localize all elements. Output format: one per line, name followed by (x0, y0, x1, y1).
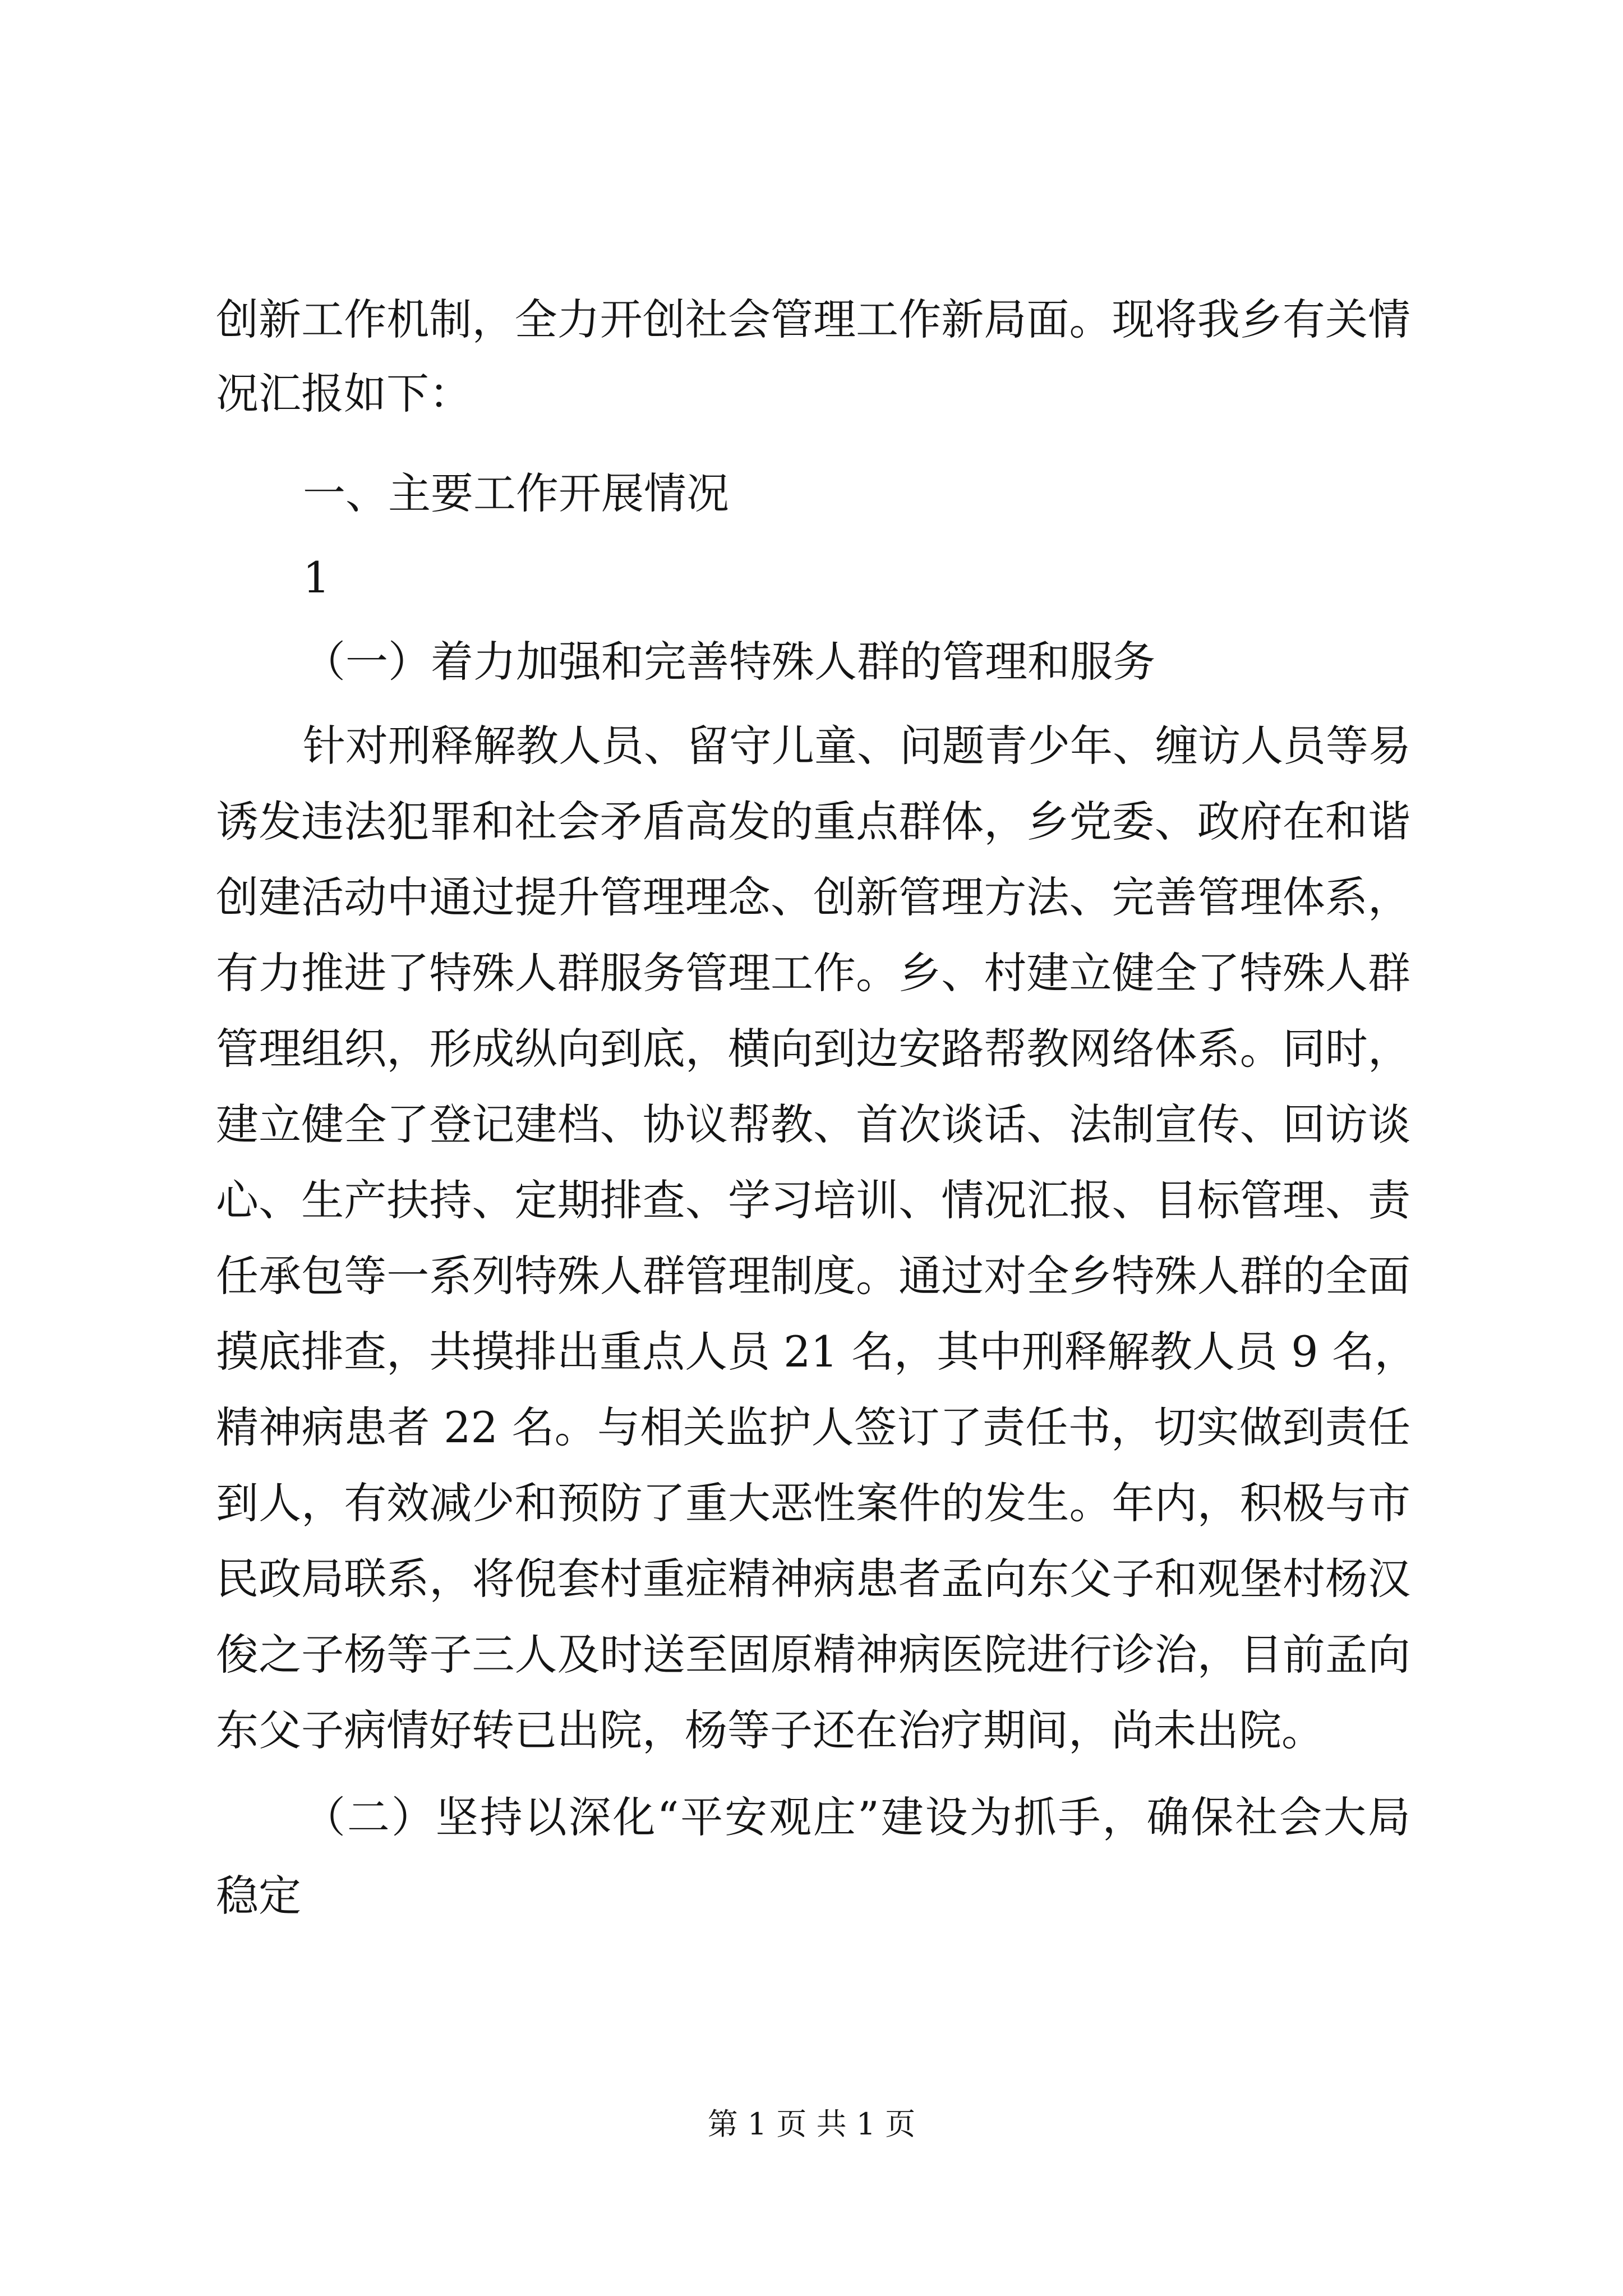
body-text-line: 精神病患者 22 名。与相关监护人签订了责任书，切实做到责任 (216, 1402, 1410, 1452)
body-text-line: 针对刑释解教人员、留守儿童、问题青少年、缠访人员等易 (303, 721, 1411, 771)
page-footer: 第 1 页 共 1 页 (707, 2106, 916, 2142)
subsection-heading: （一）着力加强和完善特殊人群的管理和服务 (303, 637, 1155, 687)
body-text-line: 东父子病情好转已出院，杨等子还在治疗期间，尚未出院。 (216, 1705, 1324, 1755)
body-text-line: 有力推进了特殊人群服务管理工作。乡、村建立健全了特殊人群 (216, 948, 1410, 998)
body-text-line: 创建活动中通过提升管理理念、创新管理方法、完善管理体系， (216, 872, 1410, 922)
body-text-line: 管理组织，形成纵向到底，横向到边安路帮教网络体系。同时， (216, 1024, 1410, 1074)
subsection-heading-continuation: 稳定 (216, 1871, 301, 1921)
subsection-heading: （二）坚持以深化“平安观庄”建设为抓手，确保社会大局 (303, 1792, 1410, 1842)
body-text-line: 摸底排查，共摸排出重点人员 21 名，其中刑释解教人员 9 名， (216, 1327, 1417, 1377)
body-text-line: 诱发违法犯罪和社会矛盾高发的重点群体，乡党委、政府在和谐 (216, 797, 1410, 846)
body-text-line: 任承包等一系列特殊人群管理制度。通过对全乡特殊人群的全面 (216, 1251, 1410, 1301)
section-heading: 一、主要工作开展情况 (303, 468, 729, 518)
body-text-line: 心、生产扶持、定期排查、学习培训、情况汇报、目标管理、责 (216, 1175, 1410, 1225)
body-text-line: 况汇报如下： (216, 369, 472, 418)
body-text-line: 建立健全了登记建档、协议帮教、首次谈话、法制宣传、回访谈 (216, 1099, 1410, 1149)
body-text-line: 到人，有效减少和预防了重大恶性案件的发生。年内，积极与市 (216, 1478, 1410, 1528)
body-text-line: 民政局联系，将倪套村重症精神病患者孟向东父子和观堡村杨汉 (216, 1554, 1410, 1604)
body-text-line: 俊之子杨等子三人及时送至固原精神病医院进行诊治，目前孟向 (216, 1630, 1410, 1680)
section-number: 1 (303, 553, 330, 602)
body-text-line: 创新工作机制，全力开创社会管理工作新局面。现将我乡有关情 (216, 295, 1410, 344)
